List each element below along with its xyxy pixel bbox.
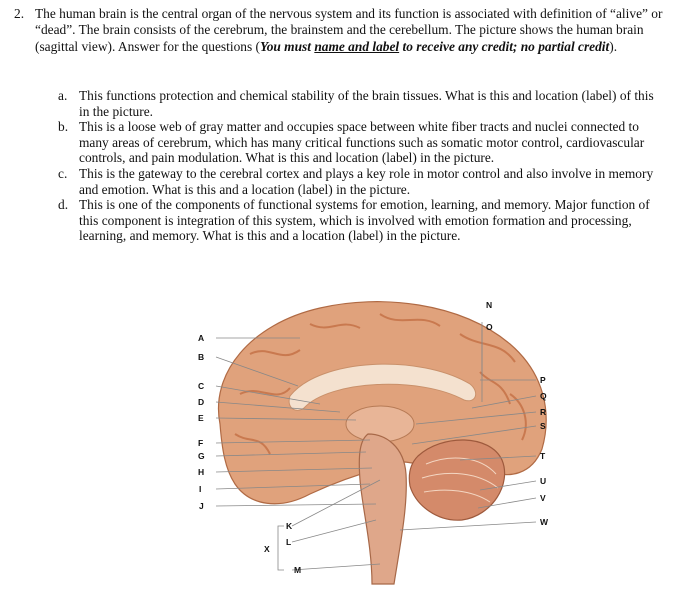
- label-q: Q: [540, 391, 547, 401]
- label-u: U: [540, 476, 547, 486]
- part-d: d. This is one of the components of functional systems for emotion, learning, and memory. Major function of this component is integration of this system, which is involved with emotion formation and processing, learning, and memory. What is this and a location (label) in the picture.: [58, 197, 650, 244]
- label-p: P: [540, 375, 546, 385]
- label-e: E: [198, 413, 204, 423]
- label-m: M: [294, 565, 302, 575]
- label-o: O: [486, 322, 493, 332]
- question-stem: The human brain is the central organ of the nervous system and its function is associated with definition of “alive” or “dead”. The brain consists of the cerebrum, the brainstem and the cerebellum. The picture shows the human brain (sagittal view). Answer for the questions (You must name and label to receive any credit; no partial credit).: [35, 6, 663, 54]
- part-c: c. This is the gateway to the cerebral cortex and plays a key role in motor control and also involve in memory and emotion. What is this and a location (label) in the picture.: [58, 165, 654, 197]
- label-g: G: [198, 451, 205, 461]
- question-2: [14, 6, 690, 55]
- cerebellum: [409, 440, 504, 520]
- label-v: V: [540, 493, 546, 503]
- brain-sagittal-figure: [180, 284, 580, 600]
- label-l: L: [286, 537, 292, 547]
- name-and-label-emphasis: name and label: [314, 38, 400, 54]
- right-labels: [540, 375, 549, 527]
- label-r: R: [540, 407, 547, 417]
- left-labels: [198, 333, 205, 511]
- brainstem: [359, 434, 406, 584]
- question-parts: [58, 88, 664, 244]
- label-d: D: [198, 397, 205, 407]
- part-a: a. This functions protection and chemical stability of the brain tissues. What is this and location (label) of this in the picture.: [58, 88, 654, 119]
- label-h: H: [198, 467, 205, 477]
- label-x: X: [264, 544, 270, 554]
- part-b: b. This is a loose web of gray matter and occupies space between white fiber tracts and nuclei connected to many areas of cerebrum, which has many critical functions such as somatic motor control, cardiovascular controls, and pain modulation. What is this and location (label) in the picture.: [58, 119, 645, 166]
- label-i: I: [199, 484, 202, 494]
- label-c: C: [198, 381, 205, 391]
- bottom-labels: [264, 521, 301, 575]
- label-w: W: [540, 517, 549, 527]
- top-labels: [486, 300, 493, 332]
- label-t: T: [540, 451, 546, 461]
- label-n: N: [486, 300, 493, 310]
- label-b: B: [198, 352, 205, 362]
- label-f: F: [198, 438, 204, 448]
- label-a: A: [198, 333, 205, 343]
- label-s: S: [540, 421, 546, 431]
- question-number: 2.: [14, 6, 25, 21]
- label-j: J: [199, 501, 204, 511]
- label-k: K: [286, 521, 293, 531]
